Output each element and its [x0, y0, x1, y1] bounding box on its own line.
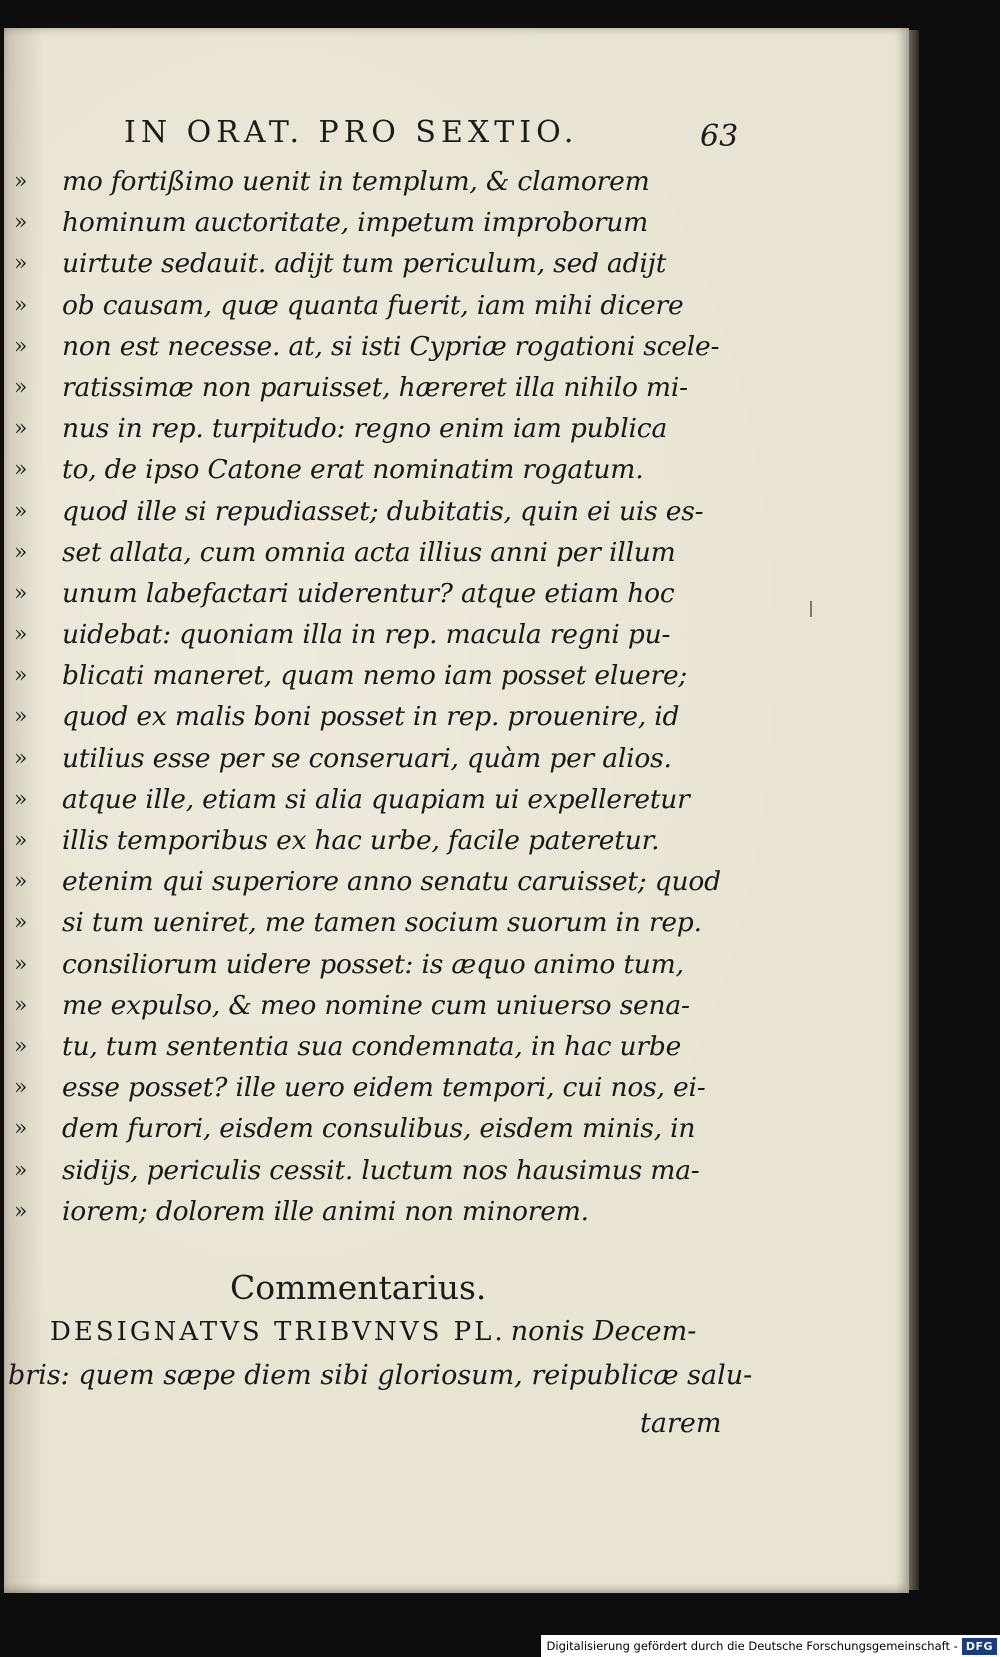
- text-line: [14, 408, 714, 449]
- text-line-content: etenim qui superiore anno senatu caruisset; quod: [62, 866, 721, 898]
- quotation-mark: »: [14, 1157, 28, 1183]
- text-line-content: nus in rep. turpitudo: regno enim iam publica: [62, 413, 668, 445]
- text-line: [14, 738, 714, 779]
- text-line-content: unum labefactari uiderentur? atque etiam hoc: [62, 577, 675, 609]
- text-line-content: consiliorum uidere posset: is æquo animo tum,: [62, 948, 684, 980]
- catchword: tarem: [640, 1408, 722, 1439]
- text-line-content: ob causam, quæ quanta fuerit, iam mihi dicere: [62, 289, 684, 321]
- text-line: [14, 326, 720, 367]
- text-line-content: to, de ipso Catone erat nominatim rogatum.: [62, 454, 644, 486]
- text-line-content: esse posset? ille uero eidem tempori, cui nos, ei-: [62, 1072, 706, 1104]
- text-line-content: mo fortißimo uenit in templum, & clamorem: [62, 166, 650, 197]
- quotation-mark: »: [14, 457, 28, 483]
- quotation-mark: »: [14, 622, 28, 648]
- text-line: [14, 696, 714, 737]
- quotation-mark: »: [14, 210, 28, 236]
- text-line-content: hominum auctoritate, impetum improborum: [62, 207, 649, 239]
- text-line-content: dem furori, eisdem consulibus, eisdem minis, in: [62, 1113, 696, 1145]
- commentary-heading: Commentarius.: [230, 1268, 487, 1307]
- text-line: [14, 449, 714, 490]
- quotation-mark: »: [14, 498, 28, 524]
- quotation-mark: »: [14, 580, 28, 606]
- commentary-lemma: DESIGNATVS TRIBVNVS PL.: [50, 1317, 506, 1347]
- text-line-content: blicati maneret, quam nemo iam posset eluere;: [62, 660, 688, 692]
- pencil-mark: [810, 601, 812, 617]
- text-line: [14, 902, 714, 943]
- quotation-mark: »: [14, 1198, 28, 1224]
- text-line: [14, 202, 714, 243]
- text-line-content: si tum ueniret, me tamen socium suorum in rep.: [62, 907, 702, 939]
- quotation-mark: »: [14, 745, 28, 771]
- running-head: IN ORAT. PRO SEXTIO.: [124, 115, 579, 150]
- text-line-content: iorem; dolorem ille animi non minorem.: [62, 1195, 589, 1227]
- footer-credit: [541, 1635, 1000, 1657]
- quotation-mark: »: [14, 1033, 28, 1059]
- text-line: [14, 1026, 714, 1067]
- text-line: [14, 573, 714, 614]
- text-line-content: uidebat: quoniam illa in rep. macula regni pu-: [62, 619, 671, 651]
- text-line-content: set allata, cum omnia acta illius anni per illum: [62, 536, 676, 568]
- text-line: [14, 779, 714, 820]
- quotation-mark: »: [14, 828, 28, 853]
- text-line: [14, 944, 714, 985]
- text-line: [14, 1150, 714, 1191]
- main-text-block: [14, 161, 721, 1232]
- text-line-content: quod ille si repudiasset; dubitatis, quin ei uis es-: [62, 495, 704, 527]
- quotation-mark: »: [14, 786, 28, 812]
- quotation-mark: »: [14, 869, 28, 895]
- text-line: [14, 367, 714, 408]
- text-line-content: quod ex malis boni posset in rep. prouenire, id: [62, 701, 680, 733]
- text-line: [14, 614, 714, 655]
- quotation-mark: »: [14, 251, 28, 277]
- text-line: [14, 491, 714, 532]
- text-line: [14, 985, 714, 1026]
- text-line-content: sidijs, periculis cessit. luctum nos hausimus ma-: [62, 1154, 700, 1186]
- text-line-content: me expulso, & meo nomine cum uniuerso sena-: [62, 989, 690, 1021]
- quotation-mark: »: [14, 1075, 28, 1101]
- quotation-mark: »: [14, 292, 28, 318]
- quotation-mark: »: [14, 663, 28, 689]
- page-edge-shadow: [909, 30, 919, 1590]
- text-line: [14, 820, 714, 861]
- quotation-mark: »: [14, 1116, 28, 1142]
- text-line: [14, 285, 714, 326]
- text-line-content: uirtute sedauit. adijt tum periculum, sed adijt: [62, 248, 667, 280]
- text-line-content: atque ille, etiam si alia quapiam ui expelleretur: [62, 783, 690, 815]
- quotation-mark: »: [14, 169, 28, 194]
- commentary-line-2: bris: quem sæpe diem sibi gloriosum, reipublicæ salu-: [8, 1360, 753, 1391]
- quotation-mark: »: [14, 416, 28, 442]
- text-line: [14, 243, 714, 284]
- text-line: [14, 861, 721, 902]
- text-line: [14, 161, 714, 202]
- text-line-content: utilius esse per se conseruari, quàm per alios.: [62, 742, 672, 774]
- text-line-content: illis temporibus ex hac urbe, facile pateretur.: [62, 825, 660, 856]
- quotation-mark: »: [14, 951, 28, 977]
- quotation-mark: »: [14, 333, 28, 359]
- quotation-mark: »: [14, 539, 28, 565]
- dfg-logo: DFG: [962, 1638, 997, 1655]
- text-line-content: non est necesse. at, si isti Cypriæ rogationi scele-: [62, 330, 720, 362]
- text-line-content: tu, tum sententia sua condemnata, in hac urbe: [62, 1030, 682, 1062]
- footer-text: Digitalisierung gefördert durch die Deutsche Forschungsgemeinschaft -: [546, 1639, 958, 1653]
- text-line: [14, 655, 714, 696]
- text-line: [14, 1108, 714, 1149]
- text-line: [14, 1191, 714, 1232]
- quotation-mark: »: [14, 910, 28, 936]
- quotation-mark: »: [14, 704, 28, 730]
- text-line: [14, 532, 714, 573]
- quotation-mark: »: [14, 992, 28, 1018]
- quotation-mark: »: [14, 374, 28, 400]
- page-number: 63: [700, 119, 739, 154]
- text-line-content: ratissimæ non paruisset, hæreret illa nihilo mi-: [62, 371, 688, 403]
- commentary-line-1-rest: nonis Decem-: [510, 1316, 697, 1347]
- commentary-line-1: [50, 1316, 696, 1347]
- text-line: [14, 1067, 714, 1108]
